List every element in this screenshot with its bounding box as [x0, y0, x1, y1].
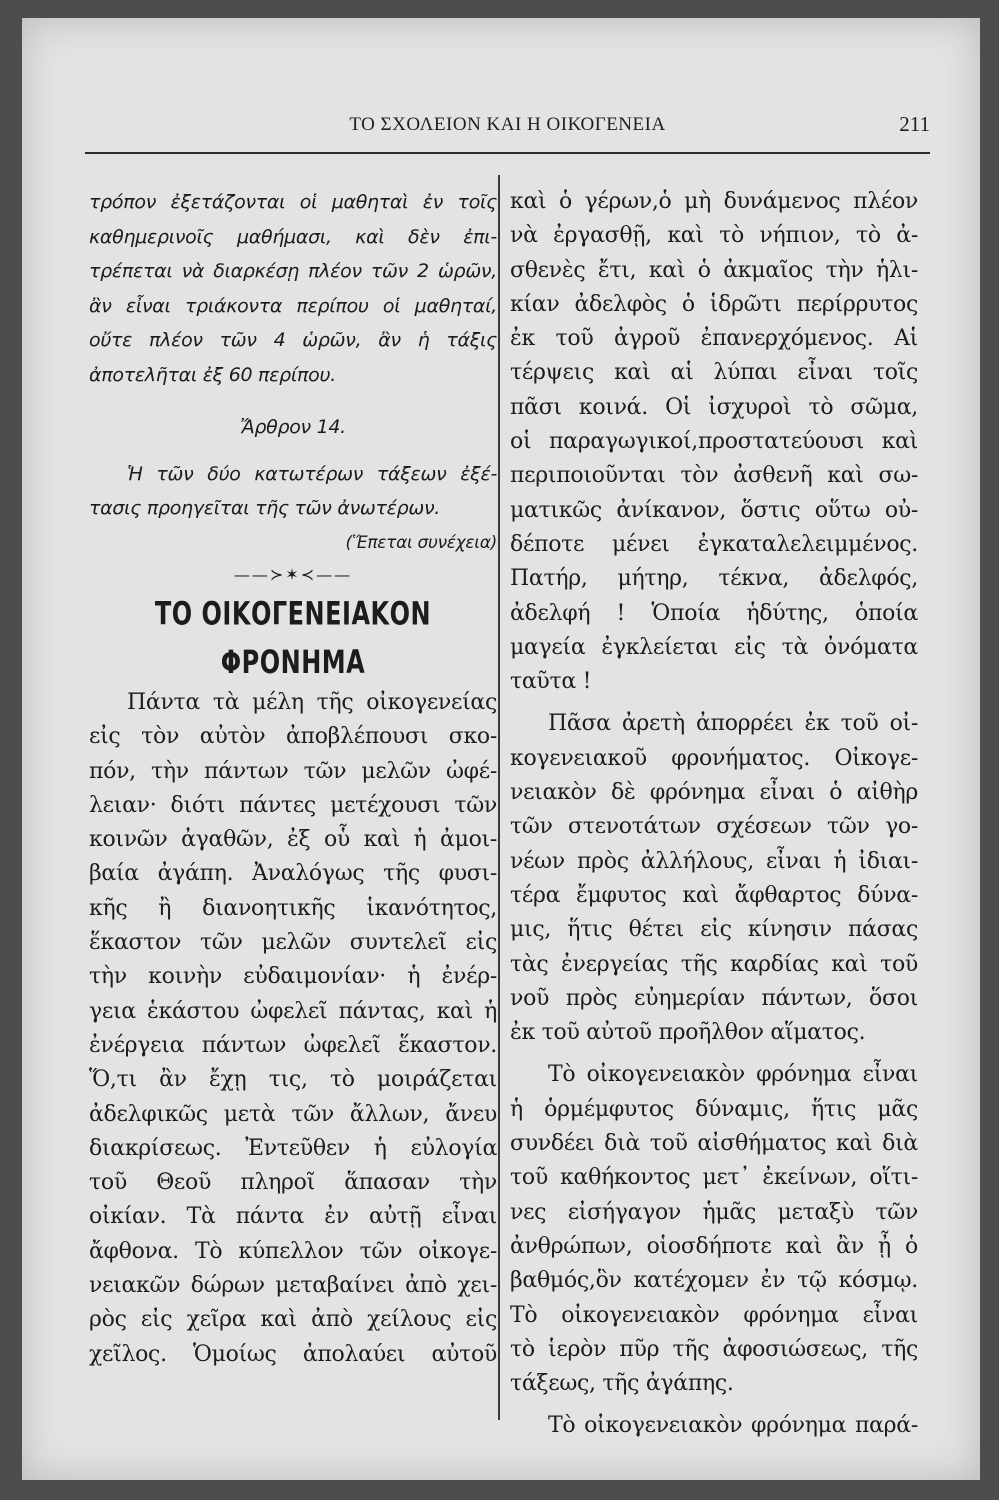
text-line: ρὸς εἰς χεῖρα καὶ ἀπὸ χείλους εἰς [89, 1307, 497, 1333]
text-line: διακρίσεως. Ἐντεῦθεν ἡ εὐλογία [89, 1135, 497, 1161]
text-line: νοῦ πρὸς εὐημερίαν πάντων, ὅσοι [510, 985, 918, 1011]
text-line: τὸ ἱερὸν πῦρ τῆς ἀφοσιώσεως, τῆς [510, 1336, 918, 1362]
text-line: ἀδελφή ! Ὁποία ἡδύτης, ὁποία [510, 600, 918, 626]
continued-note: (Ἕπεται συνέχεια) [345, 532, 497, 553]
text-line: τάξεως, τῆς ἀγάπης. [510, 1371, 734, 1397]
paragraph-final [510, 1409, 918, 1443]
text-line: ἐκ τοῦ ἀγροῦ ἐπανερχόμενος. Αἱ [510, 326, 918, 352]
text-line: κοινῶν ἀγαθῶν, ἐξ οὗ καὶ ἡ ἀμοι- [89, 827, 497, 853]
text-line: νὰ ἐργασθῇ, καὶ τὸ νήπιον, τὸ ἀ- [510, 223, 918, 249]
text-line: ἐνέργεια πάντων ὠφελεῖ ἕκαστον. [89, 1032, 497, 1058]
text-line: σθενὲς ἔτι, καὶ ὁ ἀκμαῖος τὴν ἡλι- [510, 257, 918, 283]
text-line: ἀδελφικῶς μετὰ τῶν ἄλλων, ἄνευ [89, 1101, 497, 1127]
text-line: πᾶσι κοινά. Οἱ ἰσχυροὶ τὸ σῶμα, [510, 394, 918, 420]
text-line: οἰκίαν. Τὰ πάντα ἐν αὐτῇ εἶναι [89, 1204, 497, 1230]
text-line: πόν, τὴν πάντων τῶν μελῶν ὠφέ- [89, 758, 497, 784]
text-line: μις, ἥτις θέτει εἰς κίνησιν πάσας [510, 917, 918, 943]
text-line: ἄφθονα. Τὸ κύπελλον τῶν οἰκογε- [89, 1238, 497, 1264]
text-line: τῶν στενοτάτων σχέσεων τῶν γο- [510, 814, 918, 840]
section-title: ΤΟ ΟΙΚΟΓΕΝΕΙΑΚΟΝ ΦΡΟΝΗΜΑ [154, 594, 432, 682]
paragraph-exam-order [89, 457, 497, 561]
text-line: Πᾶσα ἀρετὴ ἀπορρέει ἐκ τοῦ οἰ- [548, 711, 918, 737]
text-line: ἡ ὁρμέμφυτος δύναμις, ἥτις μᾶς [510, 1096, 918, 1122]
text-line: τασις προηγεῖται τῆς τῶν ἀνωτέρων. [89, 497, 441, 519]
header-rule [85, 152, 930, 154]
text-line: τέρα ἔμφυτος καὶ ἄφθαρτος δύνα- [510, 882, 918, 908]
text-line: βαία ἀγάπη. Ἀναλόγως τῆς φυσι- [89, 861, 497, 887]
text-line: τρέπεται νὰ διαρκέσῃ πλέον τῶν 2 ὡρῶν, [89, 260, 497, 282]
text-line: ματικῶς ἀνίκανον, ὅστις οὕτω οὐ- [510, 497, 918, 523]
text-line: καὶ ὁ γέρων,ὁ μὴ δυνάμενος πλέον [510, 189, 918, 214]
column-divider [498, 175, 500, 1420]
text-line: νειακὸν δὲ φρόνημα εἶναι ὁ αἰθὴρ [510, 780, 918, 806]
text-line: οἱ παραγωγικοί,προστατεύουσι καὶ [510, 429, 918, 455]
text-line: τὰς ἐνεργείας τῆς καρδίας καὶ τοῦ [510, 951, 918, 977]
text-line: μαγεία ἐγκλείεται εἰς τὰ ὀνόματα [510, 634, 918, 660]
text-line: δέποτε μένει ἐγκαταλελειμμένος. [510, 531, 918, 557]
text-line: τρόπον ἐξετάζονται οἱ μαθηταὶ ἐν τοῖς [89, 191, 497, 213]
text-line: τὴν κοινὴν εὐδαιμονίαν· ἡ ἐνέρ- [89, 964, 497, 990]
text-line: τοῦ καθήκοντος μετ᾽ ἐκείνων, οἵτι- [510, 1165, 918, 1191]
text-line: Πάντα τὰ μέλη τῆς οἰκογενείας [127, 690, 497, 715]
text-line: οὔτε πλέον τῶν 4 ὡρῶν, ἂν ἡ τάξις [89, 329, 497, 351]
text-line: ταῦτα ! [510, 669, 592, 695]
text-line: νειακῶν δώρων μεταβαίνει ἀπὸ χει- [89, 1273, 497, 1299]
text-line: νες εἰσήγαγον ἡμᾶς μεταξὺ τῶν [510, 1199, 918, 1225]
text-line: Ὅ,τι ἂν ἔχῃ τις, τὸ μοιράζεται [89, 1067, 497, 1093]
text-line: βαθμός,ὃν κατέχομεν ἐν τῷ κόσμῳ. [510, 1268, 918, 1294]
text-line: τοῦ Θεοῦ πληροῖ ἅπασαν τὴν [89, 1170, 497, 1196]
ornament-divider: ——≻✶≺—— [233, 565, 353, 584]
paragraph-family-members [89, 686, 497, 1372]
text-line: Ἡ τῶν δύο κατωτέρων τάξεων ἐξέ- [127, 462, 497, 485]
paragraph-shared-joys [510, 185, 918, 699]
text-line: γεια ἑκάστου ὠφελεῖ πάντας, καὶ ἡ [89, 998, 497, 1024]
text-line: Πατήρ, μήτηρ, τέκνα, ἀδελφός, [510, 566, 918, 592]
text-line: τέρψεις καὶ αἱ λύπαι εἶναι τοῖς [510, 360, 918, 386]
paragraph-instinct [510, 1058, 918, 1401]
text-line: ἕκαστον τῶν μελῶν συντελεῖ εἰς [89, 930, 497, 956]
right-column [510, 185, 918, 1444]
text-line: νέων πρὸς ἀλλήλους, εἶναι ἡ ἰδιαι- [510, 848, 918, 874]
text-line: εἰς τὸν αὐτὸν ἀποβλέπουσι σκο- [89, 724, 497, 750]
article-heading: Ἄρθρον 14. [240, 416, 346, 438]
article-heading-block [89, 410, 497, 445]
text-line: χεῖλος. Ὁμοίως ἀπολαύει αὐτοῦ [89, 1341, 497, 1367]
page-number: 211 [899, 112, 930, 136]
text-line: συνδέει διὰ τοῦ αἰσθήματος καὶ διὰ [510, 1131, 918, 1157]
running-title: ΤΟ ΣΧΟΛΕΙΟΝ ΚΑΙ Η ΟΙΚΟΓΕΝΕΙΑ [349, 114, 666, 135]
text-line: ἐκ τοῦ αὐτοῦ προῆλθον αἵματος. [510, 1020, 866, 1046]
text-line: ἀνθρώπων, οἱοσδήποτε καὶ ἂν ᾖ ὁ [510, 1233, 918, 1259]
text-line: κίαν ἀδελφὸς ὁ ἱδρῶτι περίρρυτος [510, 291, 918, 317]
text-line: περιποιοῦνται τὸν ἀσθενῆ καὶ σω- [510, 463, 918, 489]
paragraph-virtue [510, 707, 918, 1050]
text-line: λειαν· διότι πάντες μετέχουσι τῶν [89, 792, 497, 818]
text-line: Τὸ οἰκογενειακὸν φρόνημα εἶναι [510, 1302, 918, 1328]
left-column [89, 185, 497, 1372]
text-line: καθημερινοῖς μαθήμασι, καὶ δὲν ἐπι- [89, 225, 497, 248]
paragraph-exam-rules [89, 185, 497, 392]
text-line: ἀποτελῆται ἐξ 60 περίπου. [89, 363, 336, 386]
text-line: Τὸ οἰκογενειακὸν φρόνημα παρά- [548, 1413, 918, 1439]
text-line: κῆς ἢ διανοητικῆς ἱκανότητος, [89, 895, 497, 921]
text-line: Τὸ οἰκογενειακὸν φρόνημα εἶναι [548, 1062, 918, 1088]
page-header [85, 100, 930, 150]
text-line: ἂν εἶναι τριάκοντα περίπου οἱ μαθηταί, [89, 294, 497, 317]
text-line: κογενειακοῦ φρονήματος. Οἰκογε- [510, 745, 918, 771]
